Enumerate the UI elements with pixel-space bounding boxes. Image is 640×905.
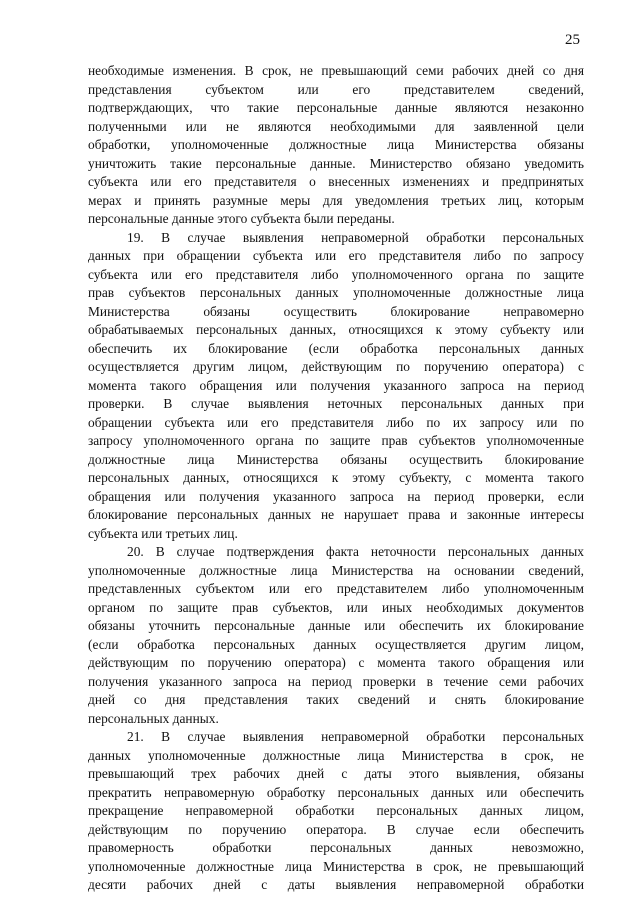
text-line: представления субъектом или его представителем сведений,	[88, 81, 584, 97]
text-line: осуществляется другим лицом, действующим по поручению оператора) с	[88, 359, 584, 374]
text-line: должностные лица Министерства обязаны осуществить блокирование	[88, 451, 584, 467]
text-line: необходимые изменения. В срок, не превышающий семи рабочих дней со дня	[88, 63, 584, 78]
text-line: обязаны уточнить персональные данные или обеспечить их блокирование	[88, 618, 584, 633]
text-line: подтверждающих, что такие персональные данные являются незаконно	[88, 100, 584, 115]
text-line: 21. В случае выявления неправомерной обработки персональных	[127, 729, 584, 744]
text-line: проверки. В случае выявления неточных персональных данных при	[88, 396, 584, 411]
text-line: обращения или получения указанного запроса на период проверки, если	[88, 488, 584, 504]
text-line: 20. В случае подтверждения факта неточности персональных данных	[127, 544, 584, 559]
text-line: прав субъектов персональных данных уполномоченные должностные лица	[88, 285, 584, 300]
text-line: уполномоченные должностные лица Министерства на основании сведений,	[88, 562, 584, 578]
text-line: действующим по поручению оператора) с момента такого обращения или	[88, 655, 584, 670]
paragraph-p20	[88, 543, 584, 728]
paragraph-p0	[88, 62, 584, 229]
text-line: органом по защите прав субъектов, или иных необходимых документов	[88, 599, 584, 615]
text-line: превышающий трех рабочих дней с даты этого выявления, обязаны	[88, 766, 584, 781]
text-line: дней со дня представления таких сведений и снять блокирование	[88, 692, 584, 707]
text-line: правомерность обработки персональных данных невозможно,	[88, 840, 584, 855]
text-line: запросу уполномоченного органа по защите прав субъектов уполномоченные	[88, 433, 584, 448]
text-line: мерах и принять разумные меры для уведомления третьих лиц, которым	[88, 192, 584, 208]
text-line: блокирование персональных данных не нарушает права и законные интересы	[88, 507, 584, 522]
text-line: получения указанного запроса на период проверки в течение семи рабочих	[88, 673, 584, 689]
text-line: персональных данных, относящихся к этому субъекту, с момента такого	[88, 470, 584, 485]
text-line: 19. В случае выявления неправомерной обработки персональных	[127, 229, 584, 245]
text-line: прекращение неправомерной обработки персональных данных лицом,	[88, 803, 584, 818]
text-line: десяти рабочих дней с даты выявления неправомерной обработки	[88, 877, 584, 892]
text-line: действующим по поручению оператора. В случае если обеспечить	[88, 821, 584, 837]
text-line: данных уполномоченные должностные лица Министерства в срок, не	[88, 747, 584, 763]
text-line: персональные данные этого субъекта были переданы.	[88, 211, 395, 226]
text-line: представленных субъектом или его представителем либо уполномоченным	[88, 581, 584, 596]
document-body	[88, 62, 584, 895]
text-line: персональных данных.	[88, 710, 219, 726]
text-line: уполномоченные должностные лица Министерства в срок, не превышающий	[88, 858, 584, 874]
text-line: субъекта или его представителя о внесенных изменениях и предпринятых	[88, 174, 584, 189]
text-line: прекратить неправомерную обработку персональных данных или обеспечить	[88, 784, 584, 800]
text-line: Министерства обязаны осуществить блокирование неправомерно	[88, 303, 584, 319]
page-number: 25	[565, 32, 580, 48]
text-line: обработки, уполномоченные должностные лица Министерства обязаны	[88, 137, 584, 152]
text-line: полученными или не являются необходимыми для заявленной цели	[88, 118, 584, 134]
text-line: обращении субъекта или его представителя либо по их запросу или по	[88, 414, 584, 430]
text-line: субъекта или третьих лиц.	[88, 525, 238, 541]
text-line: уничтожить такие персональные данные. Министерство обязано уведомить	[88, 155, 584, 171]
text-line: (если обработка персональных данных осуществляется другим лицом,	[88, 636, 584, 652]
text-line: данных при обращении субъекта или его представителя либо по запросу	[88, 248, 584, 263]
text-line: обрабатываемых персональных данных, относящихся к этому субъекту или	[88, 322, 584, 337]
paragraph-p19	[88, 229, 584, 544]
text-line: обеспечить их блокирование (если обработка персональных данных	[88, 340, 584, 356]
text-line: субъекта или его представителя либо уполномоченного органа по защите	[88, 266, 584, 282]
text-line: момента такого обращения или получения указанного запроса на период	[88, 377, 584, 393]
paragraph-p21	[88, 728, 584, 895]
